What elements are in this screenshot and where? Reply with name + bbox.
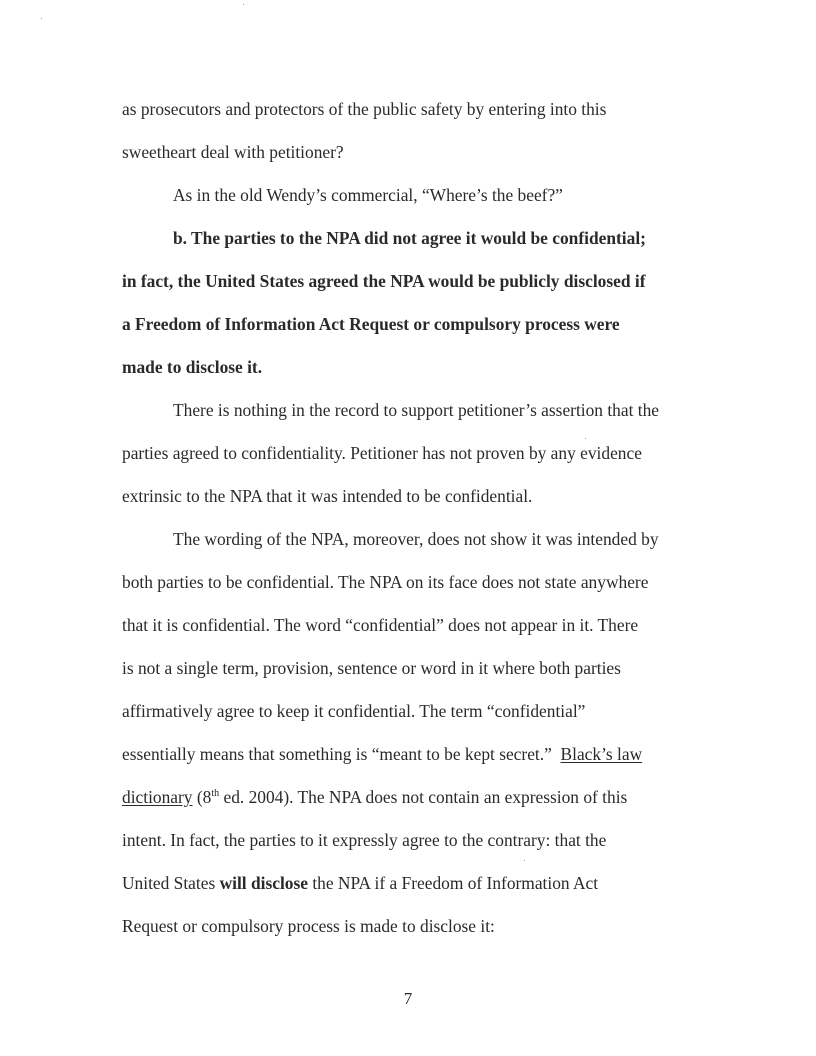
page-number: 7: [403, 989, 413, 1008]
scan-speck: [524, 860, 525, 861]
body-line-9: parties agreed to confidentiality. Petitioner has not proven by any evidence: [122, 443, 642, 463]
body-line-20: Request or compulsory process is made to disclose it:: [122, 916, 495, 936]
citation-edition-rest: ed. 2004). The NPA does not contain an expression of this: [219, 787, 628, 807]
body-line-19-after: the NPA if a Freedom of Information Act: [307, 873, 599, 893]
body-line-16-text: essentially means that something is “meant to be kept secret.”: [122, 744, 552, 764]
body-line-10: extrinsic to the NPA that it was intended to be confidential.: [122, 486, 533, 506]
body-line-12: both parties to be confidential. The NPA on its face does not state anywhere: [122, 572, 649, 592]
scan-speck: [585, 438, 586, 439]
body-line-17: [122, 785, 627, 809]
citation-edition-superscript: th: [211, 788, 220, 799]
scan-speck: [243, 4, 244, 5]
citation-blacks-law: Black’s law: [560, 744, 643, 764]
body-line-1: as prosecutors and protectors of the public safety by entering into this: [122, 99, 607, 119]
body-line-13: that it is confidential. The word “confidential” does not appear in it. There: [122, 615, 639, 635]
section-heading-line-4: made to disclose it.: [122, 357, 263, 377]
body-line-15: affirmatively agree to keep it confidential. The term “confidential”: [122, 701, 586, 721]
body-line-2: sweetheart deal with petitioner?: [122, 142, 344, 162]
body-line-16: [122, 742, 642, 766]
section-heading-line-3: a Freedom of Information Act Request or compulsory process were: [122, 314, 620, 334]
body-line-19: [122, 871, 598, 895]
body-line-11: The wording of the NPA, moreover, does not show it was intended by: [173, 529, 659, 549]
body-line-8: There is nothing in the record to support petitioner’s assertion that the: [173, 400, 660, 420]
scan-speck: [41, 18, 42, 19]
body-line-18: intent. In fact, the parties to it expressly agree to the contrary: that the: [122, 830, 607, 850]
citation-edition-open: (8: [192, 787, 212, 807]
body-line-3: As in the old Wendy’s commercial, “Where’s the beef?”: [173, 185, 563, 205]
citation-dictionary: dictionary: [122, 787, 193, 807]
section-heading-line-1: b. The parties to the NPA did not agree it would be confidential;: [173, 228, 646, 248]
section-heading-line-2: in fact, the United States agreed the NPA would be publicly disclosed if: [122, 271, 646, 291]
emphasis-will-disclose: will disclose: [219, 873, 308, 893]
body-line-14: is not a single term, provision, sentence or word in it where both parties: [122, 658, 621, 678]
body-line-19-before: United States: [122, 873, 220, 893]
